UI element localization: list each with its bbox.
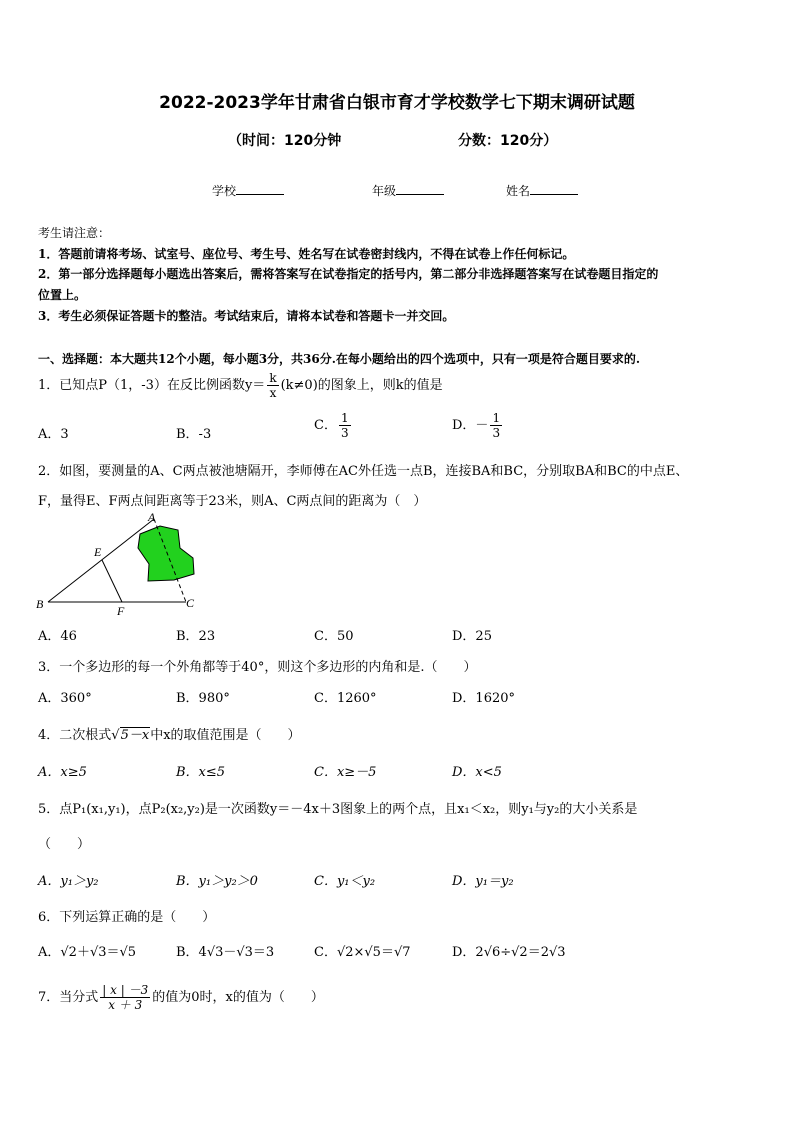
notice-item: 2．第一部分选择题每小题选出答案后，需将答案写在试卷指定的括号内，第二部分非选择题答案写在试卷题目指定的 [38, 267, 659, 281]
q2-option-a: A．46 [38, 629, 77, 644]
pond-diagram [30, 508, 220, 620]
name-field: 姓名 [506, 182, 578, 199]
q6-option-a: A．√2＋√3＝√5 [38, 945, 137, 960]
notice-title: 考生请注意： [38, 226, 111, 240]
label-e: E [94, 545, 102, 559]
q5-option-a: A．y₁＞y₂ [38, 874, 99, 889]
question-1-stem: 1．已知点P（1，-3）在反比例函数y＝ $\frac{k}{x}$ (k≠0)的图象上，则k的值是 [38, 371, 443, 400]
q5-option-d: D．y₁＝y₂ [452, 874, 514, 889]
q1-option-b: B．-3 [176, 427, 212, 442]
notice-item: 位置上。 [38, 288, 87, 302]
question-2-line1: 2．如图，要测量的A、C两点被池塘隔开，李师傅在AC外任选一点B，连接BA和BC，分别取BA和BC的中点E、 [38, 464, 689, 479]
school-field: 学校 [212, 182, 284, 199]
question-5-line2: （ ） [38, 837, 91, 852]
q3-option-c: C．1260° [314, 691, 377, 706]
label-f: F [117, 604, 125, 618]
question-4-stem: 4．二次根式√5－x中x的取值范围是（ ） [38, 728, 301, 743]
notice-item: 3．考生必须保证答题卡的整洁。考试结束后，请将本试卷和答题卡一并交回。 [38, 309, 455, 323]
q2-option-d: D．25 [452, 629, 492, 644]
section-heading: 一、选择题：本大题共12个小题，每小题3分，共36分.在每小题给出的四个选项中，只有一项是符合题目要求的. [38, 352, 641, 366]
q5-option-b: B．y₁＞y₂＞0 [176, 874, 258, 889]
q6-option-c: C．√2×√5＝√7 [314, 945, 411, 960]
q6-option-b: B．4√3－√3＝3 [176, 945, 275, 960]
q5-option-c: C．y₁＜y₂ [314, 874, 376, 889]
exam-time: （时间：120分钟 [228, 133, 342, 149]
q1-option-c: C． $\frac{1}{3}$ [314, 411, 349, 440]
segment-ab [48, 519, 154, 602]
q4-option-c: C．x≥－5 [314, 765, 377, 780]
question-3-stem: 3．一个多边形的每一个外角都等于40°，则这个多边形的内角和是.（ ） [38, 660, 477, 675]
label-a: A [148, 510, 156, 524]
pond-shape [138, 526, 194, 581]
label-c: C [186, 596, 195, 610]
page-title: 2022-2023学年甘肃省白银市育才学校数学七下期末调研试题 [159, 93, 635, 113]
q3-option-a: A．360° [38, 691, 92, 706]
q4-option-d: D．x<5 [452, 765, 502, 780]
q6-option-d: D．2√6÷√2＝2√3 [452, 945, 566, 960]
label-b: B [36, 597, 44, 611]
q2-option-c: C．50 [314, 629, 354, 644]
q3-option-b: B．980° [176, 691, 230, 706]
q4-option-b: B．x≤5 [176, 765, 226, 780]
q3-option-d: D．1620° [452, 691, 516, 706]
exam-score: 分数：120分） [458, 133, 558, 149]
question-6-stem: 6．下列运算正确的是（ ） [38, 910, 216, 925]
question-5-line1: 5．点P₁(x₁,y₁)，点P₂(x₂,y₂)是一次函数y＝－4x＋3图象上的两个点，且x₁＜x₂，则y₁与y₂的大小关系是 [38, 802, 638, 817]
q2-option-b: B．23 [176, 629, 216, 644]
q1-option-a: A．3 [38, 427, 69, 442]
q1-option-d: D．－ $\frac{1}{3}$ [452, 411, 501, 440]
question-7-stem: 7．当分式 $\frac{| x | -3}{x + 3}$ 的值为0时，x的值为（ ） [38, 983, 324, 1012]
grade-field: 年级 [372, 182, 444, 199]
q4-option-a: A．x≥5 [38, 765, 87, 780]
segment-ef [102, 560, 122, 602]
notice-item: 1．答题前请将考场、试室号、座位号、考生号、姓名写在试卷密封线内，不得在试卷上作任何标记。 [38, 247, 575, 261]
question-2-line2: F，量得E、F两点间距离等于23米，则A、C两点间的距离为（ ） [38, 494, 427, 509]
